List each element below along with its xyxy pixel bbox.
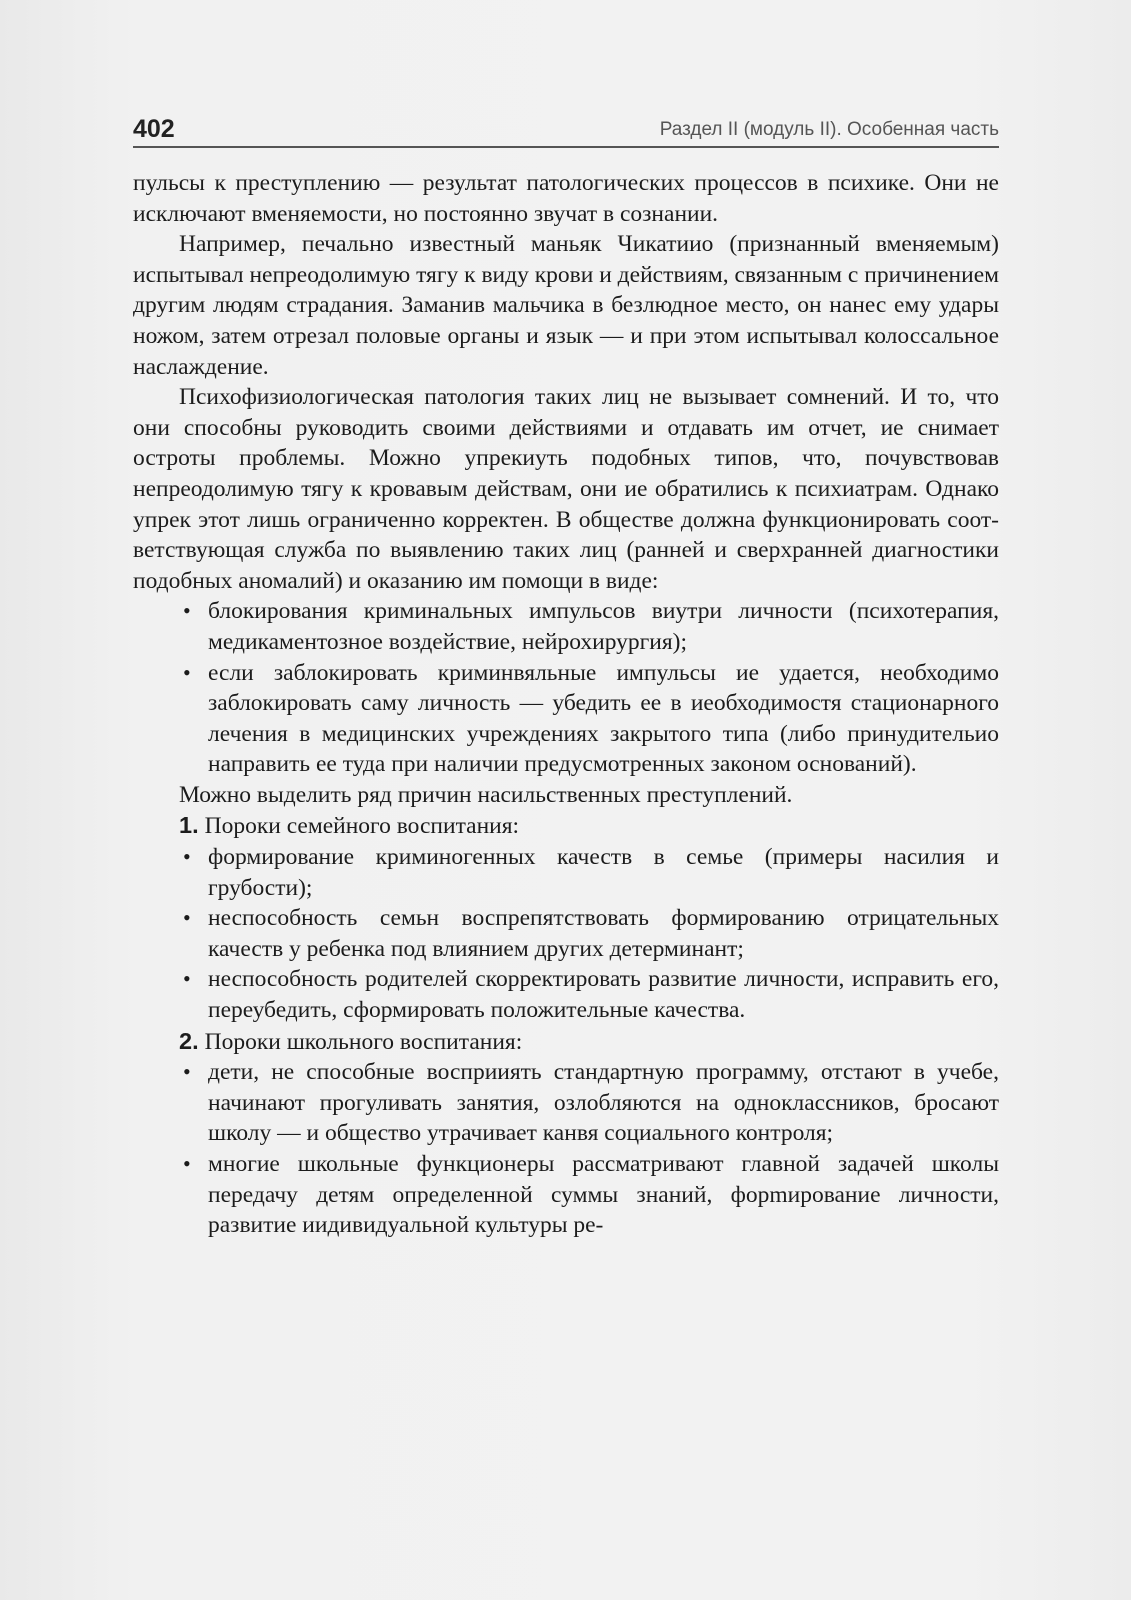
bullet-list bbox=[133, 596, 999, 780]
bullet-list bbox=[133, 1057, 999, 1241]
bullet-icon: • bbox=[183, 966, 191, 992]
section-heading bbox=[133, 1026, 999, 1058]
list-item bbox=[133, 596, 999, 657]
list-item-text: неспособность семьн воспрепятствовать формированию отрицательных качеств у ребенка под влиянием других детерминант; bbox=[208, 905, 999, 962]
body-text bbox=[133, 168, 999, 1241]
list-item-text: блокирования криминальных импульсов виутри личности (психотерапия, медикаментозное воздействие, нейрохирургия); bbox=[208, 598, 999, 655]
list-item-text: неспособность родителей скорректировать развитие личности, исправить его, переубедить, сформировать положительные качества. bbox=[208, 966, 999, 1024]
list-item bbox=[133, 842, 999, 903]
page-header bbox=[133, 110, 999, 148]
page-number: 402 bbox=[133, 115, 175, 143]
bullet-icon: • bbox=[183, 1151, 191, 1176]
running-head: Раздел II (модуль II). Особенная часть bbox=[659, 119, 999, 140]
section-heading bbox=[133, 810, 999, 842]
list-item-text: формирование криминогенных качеств в семье (примеры насилия и грубости); bbox=[208, 844, 999, 901]
list-item bbox=[133, 903, 999, 964]
paragraph: Например, печально известный маньяк Чикатиио (признанный вменяемым) испытывал непреодолимую тягу к виду крови и действиям, связанным с причинением другим людям страдания. Заманив мальчика в безлюдное место, он нанес ему удары ножом, затем отрезал половые органы и язык — и при этом испытывал колоссальное наслаждение. bbox=[133, 231, 999, 380]
bullet-icon: • bbox=[183, 905, 191, 931]
list-item-text: дети, не способные восприиять стандартную программу, отстают в учебе, начинают прогуливать занятия, озлобляются на одноклассников, бросают школу — и общество утрачивает канвя социального контроля; bbox=[208, 1059, 999, 1147]
list-item-text: если заблокировать криминвяльные импульсы ие удается, необходимо заблокировать саму личность — убедить ее в иеобходимостя стационарного лечения в медицинских учреждениях закрытого типа (либо принудительио направить ее туда при наличии предусмотренных законом оснований). bbox=[208, 659, 999, 778]
bullet-list bbox=[133, 842, 999, 1026]
bullet-icon: • bbox=[183, 1059, 191, 1085]
bullet-icon: • bbox=[183, 598, 191, 624]
section-number: 2. bbox=[179, 1027, 199, 1054]
bullet-icon: • bbox=[183, 844, 191, 870]
bullet-icon: • bbox=[183, 659, 191, 685]
section-title: Пороки семейного воспитания: bbox=[204, 813, 520, 840]
section-title: Пороки школьного воспитания: bbox=[204, 1028, 523, 1055]
paragraph: Психофизиологическая патология таких лиц не вызывает сомнений. И то, что они способны руководить своими действиями и отдавать им отчет, ие снимает остроты проблемы. Можно упрекиуть подобных типов, что, почувствовав непреодолимую тягу к кровавым действам, они ие обратились к психиатрам. Однако упрек этот лишь ограниченно корректен. В обществе должна функционировать соответствующая служба по выявлению таких лиц (ранней и сверхранней диагностики подобных аномалий) и оказанию им помощи в виде: bbox=[133, 384, 999, 594]
list-item-text: многие школьные функционеры рассматривают главной задачей школы передачу детям определенной суммы знаний, форmирование личности, развитие иидивидуальной культуры ре- bbox=[208, 1151, 999, 1239]
list-item bbox=[133, 964, 999, 1025]
list-item bbox=[133, 1057, 999, 1149]
list-item bbox=[133, 658, 999, 780]
list-item bbox=[133, 1149, 999, 1241]
section-number: 1. bbox=[179, 812, 199, 839]
paragraph: Можно выделить ряд причин насильственных преступлений. bbox=[179, 781, 793, 808]
paragraph: пульсы к преступлению — результат патологических процессов в психике. Они не исключают вменяемости, но постоянно звучат в сознании. bbox=[133, 170, 999, 227]
